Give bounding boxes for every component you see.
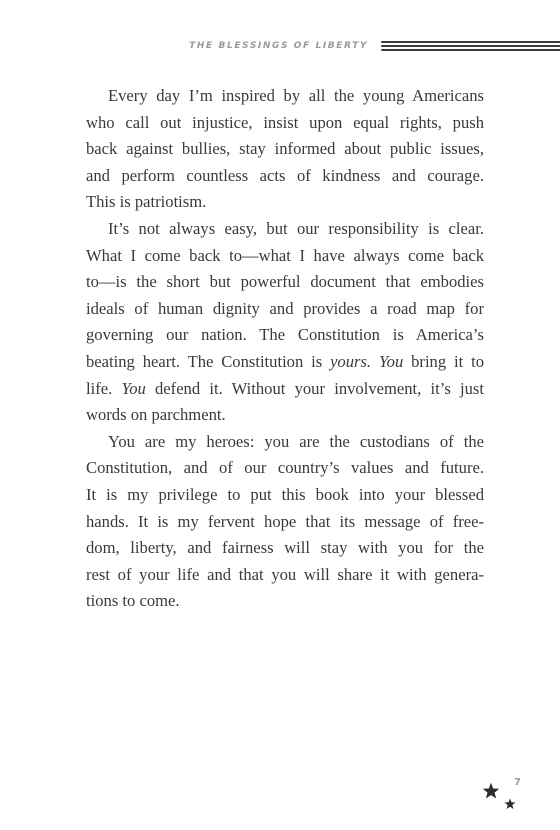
text-segment: What I come back to—what I have always come back [86,245,484,265]
text-segment: to—is the short but powerful document that embodies [86,272,484,292]
text-segment: who call out injustice, insist upon equal rights, push [86,112,484,132]
text-line [86,136,484,163]
text-segment: governing our nation. The Constitution is America’s [86,325,484,345]
paragraph [86,83,484,216]
text-line [86,429,484,456]
text-segment: Every day I’m inspired by all the young Americans [108,86,484,105]
text-line [86,189,484,216]
text-segment: beating heart. The Constitution is [86,351,331,371]
paragraph [86,429,484,615]
text-segment: life. [86,378,122,398]
text-segment: tions to come. [86,591,180,611]
text-segment: yours. [330,351,372,371]
running-head-rules [381,41,560,55]
text-segment: You [378,351,404,371]
text-segment: defend it. Without your involvement, it’s just [145,378,484,398]
text-line [86,322,484,349]
rule-line [381,49,560,51]
text-line [86,110,484,137]
text-line [86,562,484,589]
text-segment: dom, liberty, and fairness will stay with you for the [86,538,484,558]
text-segment: and perform countless acts of kindness and courage. [86,165,484,185]
page-number: 7 [514,777,521,788]
text-segment: You [121,378,146,398]
text-line [86,163,484,190]
text-line [86,243,484,270]
text-line [86,588,484,615]
text-line [86,455,484,482]
body-text [86,83,484,615]
text-segment: words on parchment. [86,405,226,425]
star-icon [504,798,516,810]
running-head-title: THE BLESSINGS OF LIBERTY [189,41,368,51]
text-segment: rest of your life and that you will share it with genera- [86,564,484,584]
text-line [86,216,484,243]
text-line [86,535,484,562]
rule-line [381,45,560,47]
text-segment: It’s not always easy, but our responsibility is clear. [108,218,484,238]
star-icon [482,782,500,800]
text-line [86,509,484,536]
text-segment [371,352,379,371]
text-line [86,402,484,429]
text-segment: bring it to [403,351,484,371]
running-head [0,40,560,56]
text-segment: You are my heroes: you are the custodians of the [108,431,484,451]
text-line [86,83,484,110]
text-line [86,269,484,296]
text-segment: hands. It is my fervent hope that its message of free- [86,511,484,531]
text-segment: It is my privilege to put this book into your blessed [86,484,484,504]
paragraph [86,216,484,429]
text-line [86,482,484,509]
text-line [86,376,484,403]
text-segment: back against bullies, stay informed about public issues, [86,139,484,159]
rule-line [381,41,560,43]
text-line [86,296,484,323]
text-segment: Constitution, and of our country’s values and future. [86,458,484,478]
text-segment: This is patriotism. [86,192,207,212]
text-segment: ideals of human dignity and provides a road map for [86,298,484,318]
text-line [86,349,484,376]
